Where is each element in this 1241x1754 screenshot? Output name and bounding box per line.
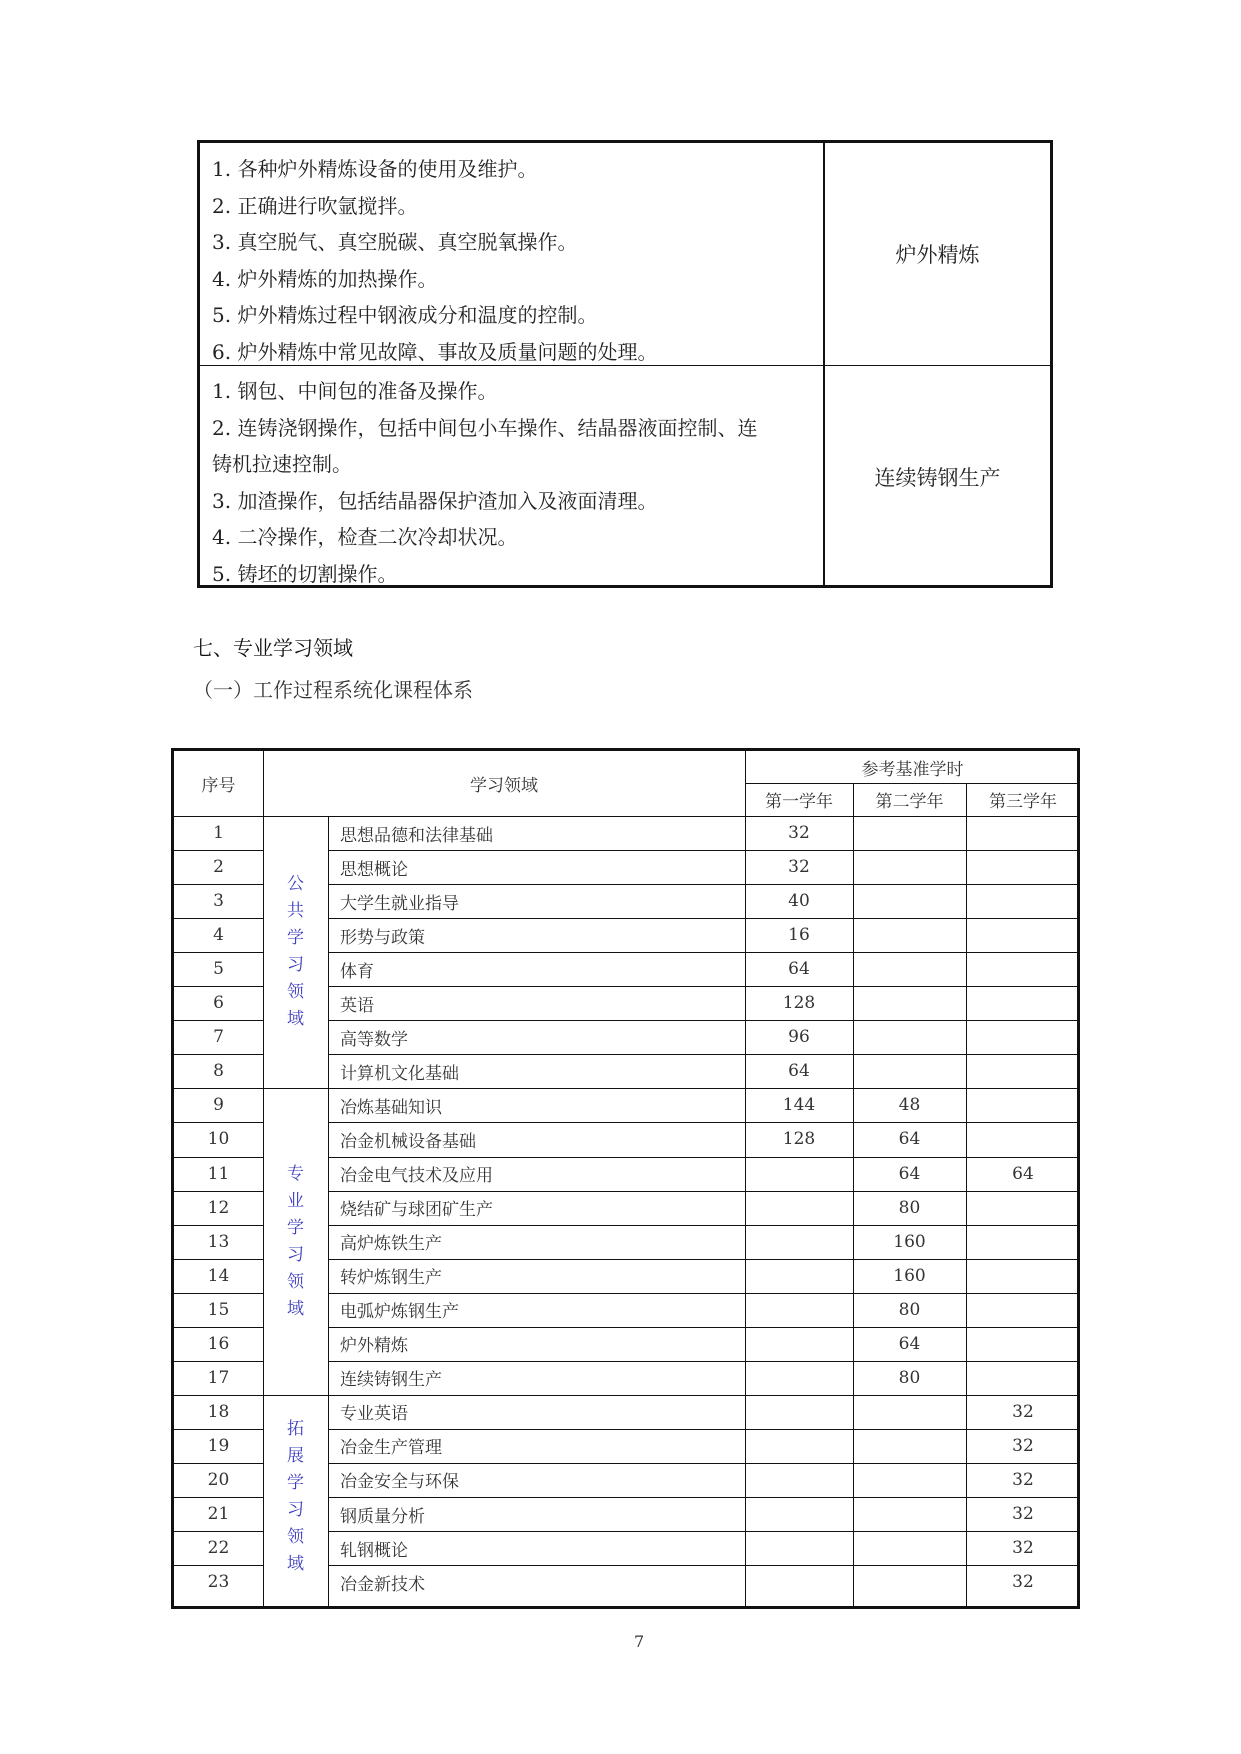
group-label-char: 拓 [287, 1418, 304, 1439]
hours-year3: 32 [1012, 1401, 1034, 1422]
table-row [174, 1225, 1080, 1259]
table-row [174, 1395, 1080, 1429]
group-label-char: 域 [287, 1298, 304, 1319]
hours-year3 [966, 952, 1080, 986]
skill-line: 3. 真空脱气、真空脱碳、真空脱氧操作。 [212, 230, 578, 254]
hours-year3: 64 [1012, 1163, 1034, 1184]
hours-year2 [853, 1565, 966, 1599]
course-name: 冶金生产管理 [340, 1438, 442, 1459]
row-number: 14 [207, 1265, 230, 1286]
header-hours: 参考基准学时 [861, 759, 964, 780]
table-row [174, 918, 1080, 952]
hours-year1 [745, 1259, 853, 1293]
row-number: 11 [207, 1163, 230, 1184]
course-name: 思想概论 [340, 859, 408, 880]
table-row [174, 850, 1080, 884]
table-row [174, 1054, 1080, 1088]
group-label-char: 领 [287, 1526, 304, 1547]
table-row [174, 884, 1080, 918]
hours-year2: 48 [898, 1095, 921, 1116]
course-name: 专业英语 [340, 1404, 408, 1425]
hours-year1 [745, 1191, 853, 1225]
course-name: 转炉炼钢生产 [340, 1268, 442, 1289]
skills-row [200, 143, 1050, 365]
hours-year2 [853, 1463, 966, 1497]
hours-year3 [966, 1259, 1080, 1293]
course-name: 冶金新技术 [340, 1574, 425, 1595]
course-name: 英语 [340, 995, 374, 1016]
skill-line: 5. 铸坯的切割操作。 [212, 561, 398, 586]
hours-year2 [853, 918, 966, 952]
header-year3: 第三学年 [989, 792, 1057, 812]
hours-year1 [745, 1463, 853, 1497]
group-label-char: 业 [287, 1190, 304, 1211]
hours-year3 [966, 986, 1080, 1020]
hours-year1: 96 [788, 1027, 810, 1048]
table-row [174, 1327, 1080, 1361]
hours-year3 [966, 1088, 1080, 1122]
hours-year3 [966, 850, 1080, 884]
section-subheading: （一）工作过程系统化课程体系 [193, 678, 473, 702]
row-number: 6 [213, 993, 224, 1014]
group-label-char: 域 [287, 1009, 304, 1030]
hours-year1: 128 [782, 993, 816, 1014]
skill-line: 5. 炉外精炼过程中钢液成分和温度的控制。 [212, 303, 598, 327]
hours-year3 [966, 1020, 1080, 1054]
hours-year1 [745, 1429, 853, 1463]
hours-year2 [853, 1054, 966, 1088]
course-name: 轧钢概论 [340, 1540, 408, 1561]
hours-year2 [853, 1429, 966, 1463]
row-number: 21 [207, 1504, 230, 1525]
skill-line: 4. 炉外精炼的加热操作。 [212, 266, 438, 291]
skill-line: 1. 钢包、中间包的准备及操作。 [212, 379, 498, 403]
hours-year3 [966, 1054, 1080, 1088]
row-number: 9 [213, 1095, 224, 1116]
hours-year3: 32 [1012, 1572, 1034, 1593]
table-row [174, 816, 1080, 850]
hours-year1: 32 [788, 823, 810, 844]
skills-list [212, 373, 822, 592]
table-row [174, 1293, 1080, 1327]
course-name: 高炉炼铁生产 [340, 1234, 442, 1255]
table-row [174, 986, 1080, 1020]
course-name: 冶金机械设备基础 [340, 1131, 476, 1152]
course-name: 炉外精炼 [340, 1336, 408, 1357]
group-label-char: 习 [287, 1244, 304, 1265]
row-number: 7 [213, 1027, 224, 1048]
course-name: 形势与政策 [340, 927, 425, 948]
group-label-char: 习 [287, 1499, 304, 1520]
row-number: 3 [213, 891, 224, 912]
group-label-char: 公 [287, 874, 304, 895]
hours-year2: 64 [898, 1129, 921, 1150]
course-name: 计算机文化基础 [340, 1063, 459, 1084]
hours-year2: 64 [898, 1163, 921, 1184]
group-label-char: 专 [287, 1163, 304, 1184]
hours-year3 [966, 1122, 1080, 1156]
skill-line: 3. 加渣操作，包括结晶器保护渣加入及液面清理。 [212, 488, 658, 513]
course-name: 冶金安全与环保 [340, 1472, 459, 1493]
hours-year1 [745, 1565, 853, 1599]
hours-year1 [745, 1361, 853, 1395]
row-number: 17 [207, 1367, 230, 1388]
hours-year1: 128 [782, 1129, 816, 1150]
hours-year1 [745, 1395, 853, 1429]
row-number: 5 [213, 959, 224, 980]
hours-year2: 80 [898, 1197, 921, 1218]
row-number: 20 [207, 1469, 230, 1490]
table-row [174, 1429, 1080, 1463]
table-row [174, 1361, 1080, 1395]
hours-year3: 32 [1012, 1538, 1034, 1559]
group-label-char: 域 [287, 1553, 304, 1574]
group-label-char: 领 [287, 982, 304, 1003]
course-name: 连续铸钢生产 [874, 465, 1001, 490]
row-number: 1 [213, 823, 224, 844]
hours-year2: 80 [898, 1299, 921, 1320]
table-row [174, 1088, 1080, 1122]
hours-year1 [745, 1531, 853, 1565]
row-number: 10 [207, 1129, 230, 1150]
header-seq: 序号 [201, 776, 236, 796]
hours-year1 [745, 1293, 853, 1327]
course-name: 电弧炉炼钢生产 [340, 1302, 459, 1323]
row-number: 8 [213, 1061, 224, 1082]
section-heading: 七、专业学习领域 [193, 636, 353, 660]
row-number: 15 [207, 1299, 230, 1320]
row-number: 4 [213, 925, 224, 946]
hours-year2: 160 [893, 1265, 926, 1286]
row-number: 23 [207, 1572, 230, 1593]
skill-line: 1. 各种炉外精炼设备的使用及维护。 [212, 157, 538, 181]
group-label-char: 学 [287, 1472, 304, 1493]
course-name: 大学生就业指导 [340, 893, 459, 914]
group-label-char: 习 [287, 955, 304, 976]
table-row [174, 1463, 1080, 1497]
course-name: 连续铸钢生产 [340, 1370, 442, 1391]
header-year2: 第二学年 [875, 792, 944, 812]
table-row [174, 1497, 1080, 1531]
hours-year1 [745, 1225, 853, 1259]
hours-year1: 64 [788, 1061, 810, 1082]
row-number: 19 [207, 1435, 230, 1456]
hours-year3 [966, 1361, 1080, 1395]
hours-year1: 16 [788, 925, 810, 946]
hours-year2: 64 [898, 1333, 921, 1354]
skills-list [212, 151, 822, 370]
row-number: 12 [207, 1197, 230, 1218]
row-number: 16 [207, 1333, 230, 1354]
skills-row [200, 365, 1050, 588]
table-row [174, 1020, 1080, 1054]
page-number: 7 [634, 1632, 645, 1651]
hours-year1 [745, 1157, 853, 1191]
hours-year3 [966, 918, 1080, 952]
hours-year2 [853, 1531, 966, 1565]
hours-year2: 80 [898, 1367, 921, 1388]
group-label-char: 领 [287, 1271, 304, 1292]
table-row [174, 1122, 1080, 1156]
course-name: 体育 [340, 961, 374, 982]
skills-table [197, 140, 1053, 588]
hours-year2: 160 [893, 1231, 926, 1252]
hours-year2 [853, 1395, 966, 1429]
row-number: 22 [207, 1538, 230, 1559]
skill-line: 4. 二冷操作，检查二次冷却状况。 [212, 525, 518, 549]
curriculum-table [171, 748, 1080, 1609]
group-label-char: 展 [287, 1445, 304, 1466]
hours-year1 [745, 1327, 853, 1361]
row-number: 18 [207, 1401, 230, 1422]
header-year1: 第一学年 [765, 792, 833, 812]
table-row [174, 1191, 1080, 1225]
hours-year1: 40 [788, 891, 810, 912]
group-label-char: 学 [287, 1217, 304, 1238]
skill-line: 2. 正确进行吹氩搅拌。 [212, 193, 418, 218]
group-label-char: 共 [287, 901, 304, 922]
skill-line: 铸机拉速控制。 [212, 452, 352, 476]
hours-year3 [966, 1327, 1080, 1361]
hours-year3 [966, 1225, 1080, 1259]
course-name: 冶金电气技术及应用 [340, 1166, 493, 1187]
hours-year3 [966, 1191, 1080, 1225]
hours-year2 [853, 850, 966, 884]
table-row [174, 1259, 1080, 1293]
hours-year1 [745, 1497, 853, 1531]
header-domain: 学习领域 [470, 776, 538, 796]
course-name: 冶炼基础知识 [340, 1097, 442, 1118]
table-row [174, 1157, 1080, 1191]
course-name: 钢质量分析 [340, 1506, 425, 1527]
table-row [174, 1565, 1080, 1599]
hours-year2 [853, 816, 966, 850]
hours-year3: 32 [1012, 1469, 1034, 1490]
group-label-char: 学 [287, 928, 304, 949]
row-number: 13 [207, 1231, 230, 1252]
table-row [174, 952, 1080, 986]
hours-year2 [853, 884, 966, 918]
course-name: 炉外精炼 [895, 243, 980, 267]
course-name: 烧结矿与球团矿生产 [340, 1200, 493, 1221]
hours-year1: 32 [788, 857, 810, 878]
skill-line: 2. 连铸浇钢操作，包括中间包小车操作、结晶器液面控制、连 [212, 415, 758, 440]
hours-year3: 32 [1012, 1504, 1034, 1525]
hours-year1: 144 [782, 1095, 816, 1116]
hours-year2 [853, 952, 966, 986]
hours-year3 [966, 816, 1080, 850]
hours-year3 [966, 884, 1080, 918]
hours-year2 [853, 1497, 966, 1531]
course-name: 高等数学 [340, 1029, 408, 1050]
course-name: 思想品德和法律基础 [340, 825, 493, 846]
hours-year2 [853, 1020, 966, 1054]
hours-year3 [966, 1293, 1080, 1327]
hours-year1: 64 [788, 959, 810, 980]
hours-year2 [853, 986, 966, 1020]
row-number: 2 [213, 857, 224, 878]
hours-year3: 32 [1012, 1435, 1034, 1456]
table-row [174, 1531, 1080, 1565]
skill-line: 6. 炉外精炼中常见故障、事故及质量问题的处理。 [212, 339, 658, 364]
